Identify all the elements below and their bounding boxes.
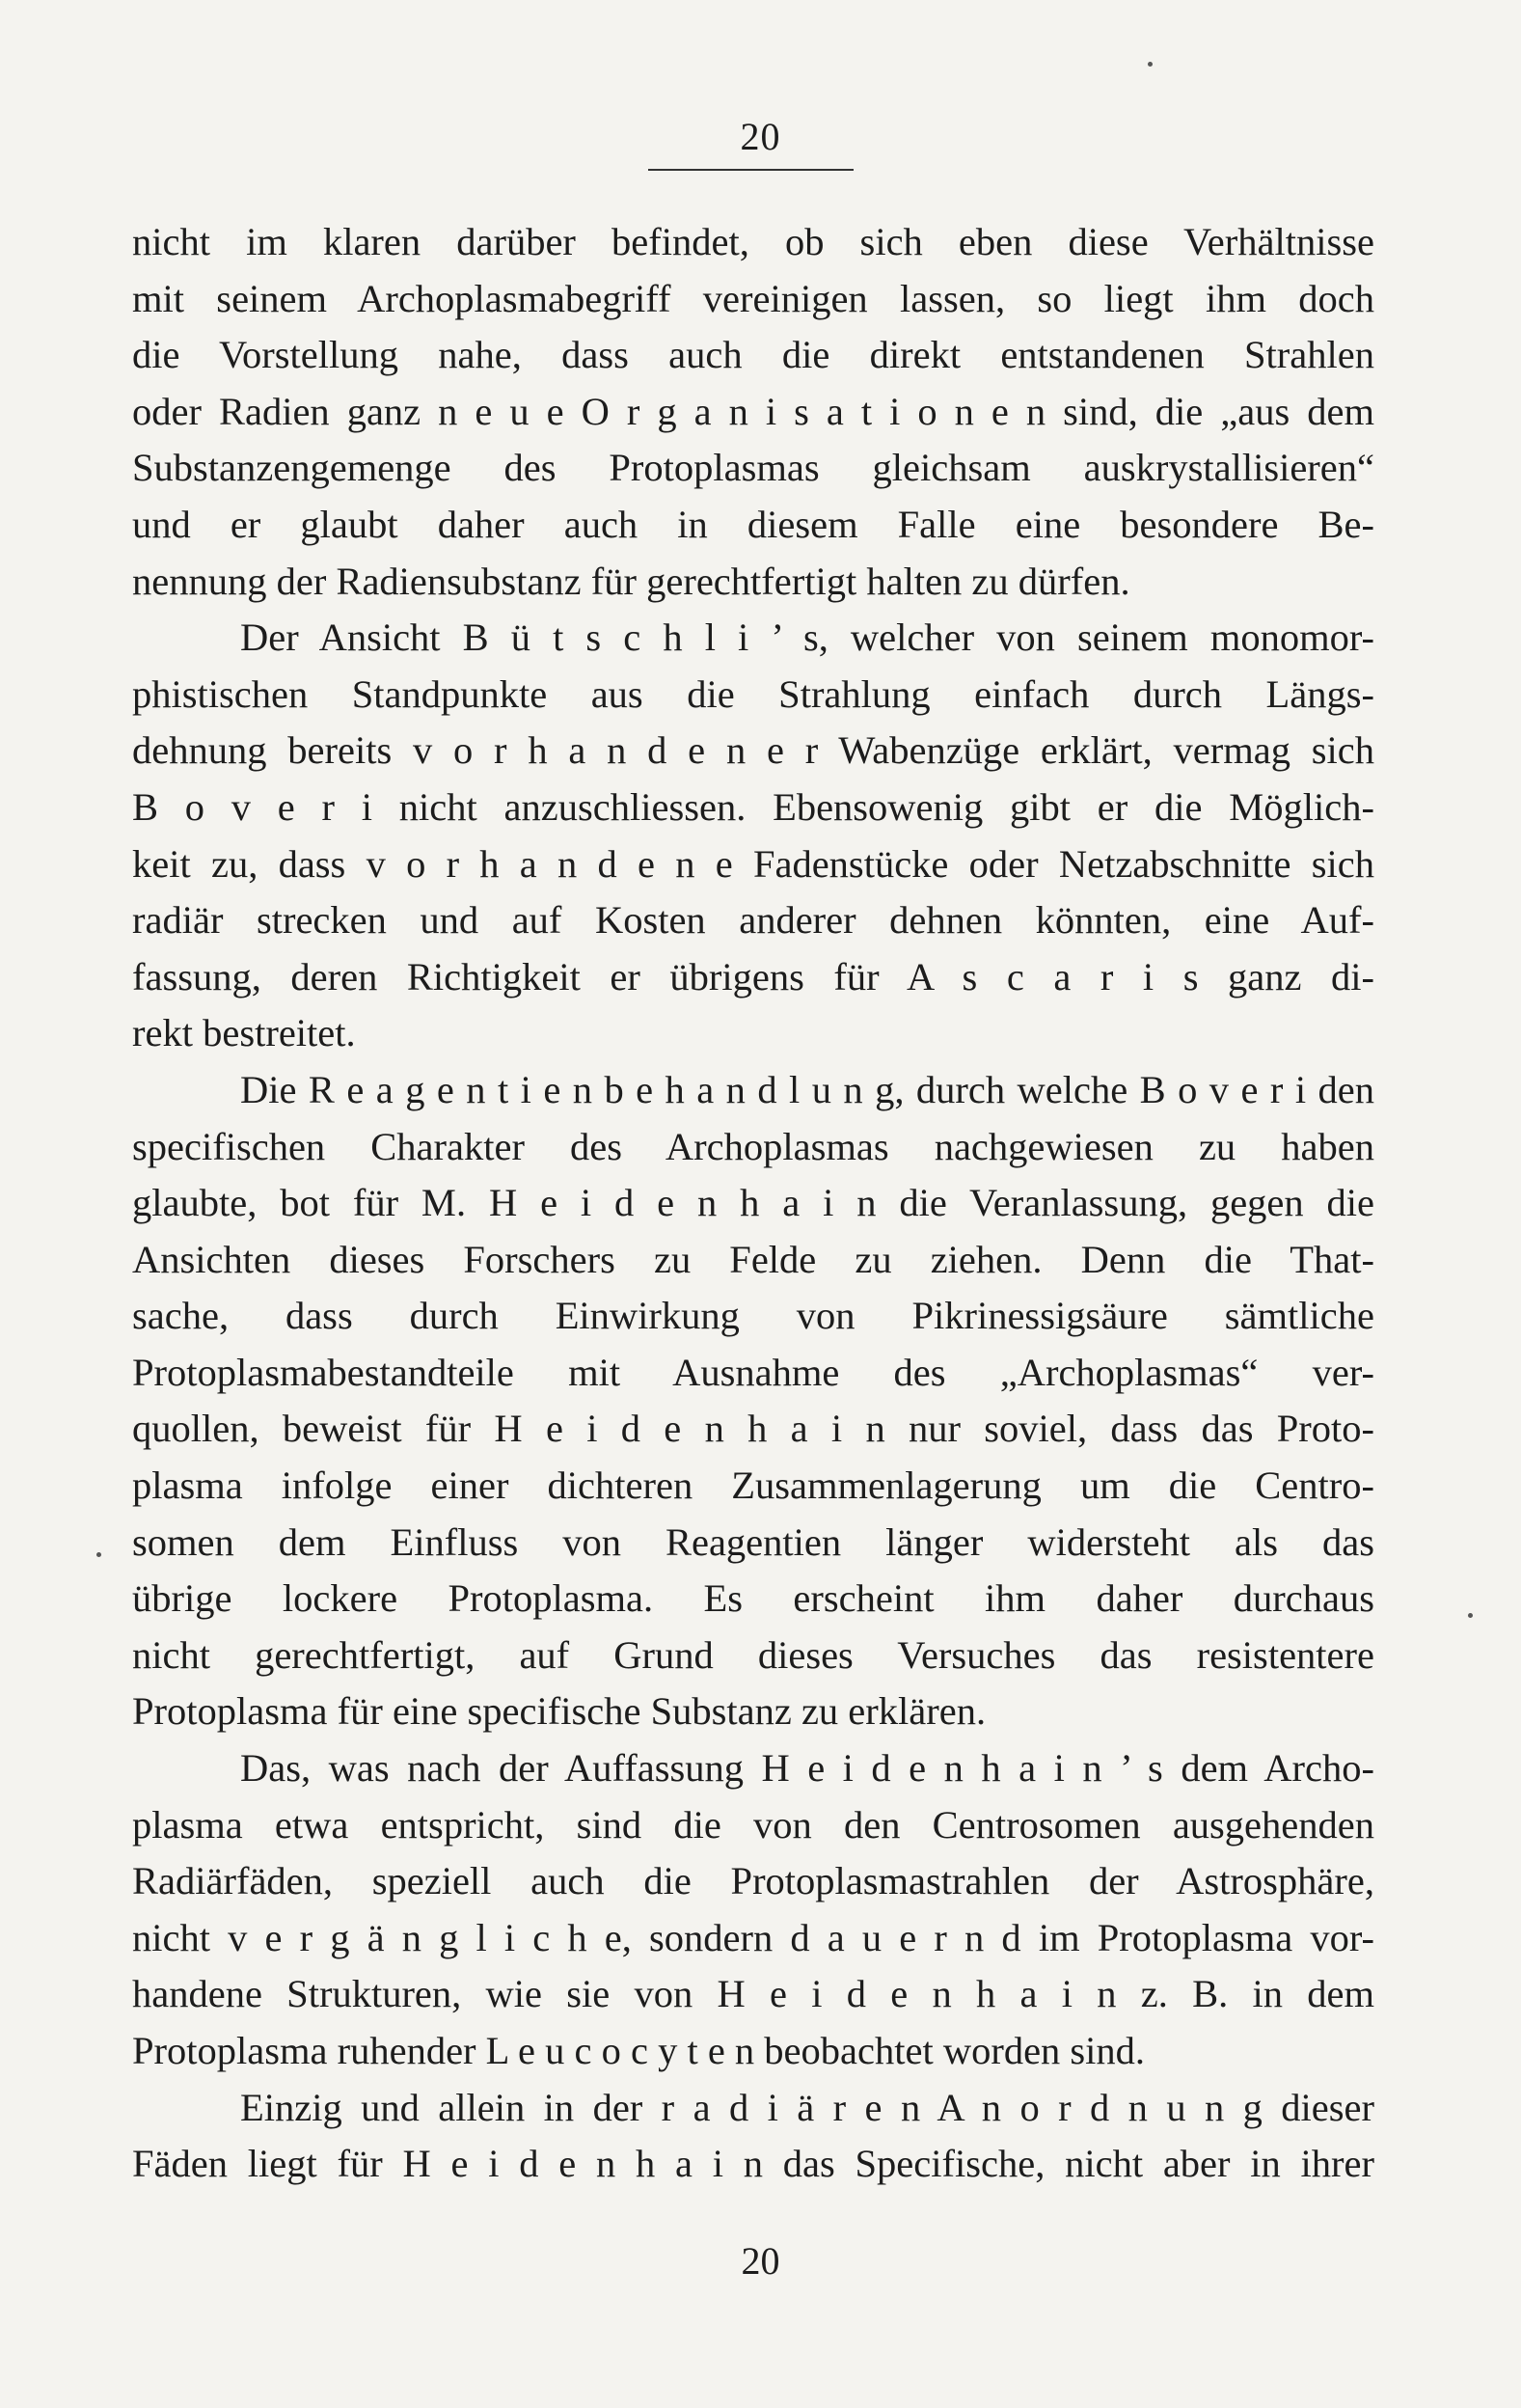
text-line: Protoplasmabestandteile mit Ausnahme des „Archoplasmas“ ver- [132, 1350, 1374, 1394]
text-line: nicht gerechtfertigt, auf Grund dieses Versuches das resistentere [132, 1632, 1374, 1677]
text-line: specifischen Charakter des Archoplasmas nachgewiesen zu haben [132, 1124, 1374, 1168]
text-line: glaubte, bot für M. H e i d e n h a i n die Veranlassung, gegen die [132, 1181, 1374, 1225]
text-line: und er glaubt daher auch in diesem Falle eine besondere Be- [132, 502, 1374, 546]
text-line: die Vorstellung nahe, dass auch die direkt entstandenen Strahlen [132, 333, 1374, 377]
text-line: phistischen Standpunkte aus die Strahlung einfach durch Längs- [132, 671, 1374, 716]
text-line: Das, was nach der Auffassung H e i d e n h a i n ’ s dem Archo- [240, 1746, 1374, 1791]
text-line: übrige lockere Protoplasma. Es erscheint ihm daher durchaus [132, 1576, 1374, 1621]
text-line: plasma infolge einer dichteren Zusammenlagerung um die Centro- [132, 1464, 1374, 1508]
text-line: oder Radien ganz n e u e O r g a n i s a t i o n e n sind, die „aus dem [132, 389, 1374, 433]
text-line: Ansichten dieses Forschers zu Felde zu ziehen. Denn die That- [132, 1237, 1374, 1281]
page-number-bottom: 20 [741, 2239, 780, 2283]
text-line: Einzig und allein in der r a d i ä r e n A n o r d n u n g dieser [240, 2085, 1374, 2129]
text-line: Fäden liegt für H e i d e n h a i n das Specifische, nicht aber in ihrer [132, 2142, 1374, 2186]
text-line: Der Ansicht B ü t s c h l i ’ s, welcher von seinem monomor- [240, 616, 1374, 660]
text-line: nennung der Radiensubstanz für gerechtfertigt halten zu dürfen. [132, 559, 1130, 603]
text-line: mit seinem Archoplasmabegriff vereinigen lassen, so liegt ihm doch [132, 276, 1374, 320]
text-line: Die R e a g e n t i e n b e h a n d l u n g, durch welche B o v e r i den [240, 1067, 1374, 1111]
text-line: rekt bestreitet. [132, 1011, 356, 1055]
text-line: fassung, deren Richtigkeit er übrigens für A s c a r i s ganz di- [132, 954, 1374, 999]
text-line: nicht v e r g ä n g l i c h e, sondern d a u e r n d im Protoplasma vor- [132, 1915, 1374, 1959]
page-number-top: 20 [740, 115, 781, 158]
text-line: Protoplasma für eine specifische Substanz zu erklären. [132, 1689, 987, 1734]
header-rule [648, 169, 854, 171]
text-line: Protoplasma ruhender L e u c o c y t e n beobachtet worden sind. [132, 2029, 1146, 2072]
text-line: plasma etwa entspricht, sind die von den Centrosomen ausgehenden [132, 1802, 1374, 1847]
text-line: Radiärfäden, speziell auch die Protoplasmastrahlen der Astrosphäre, [132, 1859, 1374, 1903]
text-line: handene Strukturen, wie sie von H e i d e n h a i n z. B. in dem [132, 1972, 1374, 2016]
text-line: quollen, beweist für H e i d e n h a i n nur soviel, dass das Proto- [132, 1407, 1374, 1451]
text-line: B o v e r i nicht anzuschliessen. Ebensowenig gibt er die Möglich- [132, 784, 1374, 829]
text-line: nicht im klaren darüber befindet, ob sich eben diese Verhältnisse [132, 220, 1374, 263]
text-line: Substanzengemenge des Protoplasmas gleichsam auskrystallisieren“ [132, 446, 1374, 490]
text-line: keit zu, dass v o r h a n d e n e Fadenstücke oder Netzabschnitte sich [132, 841, 1374, 886]
speck-mark [1468, 1613, 1473, 1618]
text-line: somen dem Einfluss von Reagentien länger widersteht als das [132, 1519, 1374, 1564]
speck-mark [96, 1552, 101, 1557]
text-line: dehnung bereits v o r h a n d e n e r Wabenzüge erklärt, vermag sich [132, 728, 1374, 773]
speck-mark [1148, 62, 1153, 67]
text-line: sache, dass durch Einwirkung von Pikrinessigsäure sämtliche [132, 1294, 1374, 1338]
text-line: radiär strecken und auf Kosten anderer dehnen könnten, eine Auf- [132, 898, 1374, 943]
body-text [132, 214, 1374, 2193]
